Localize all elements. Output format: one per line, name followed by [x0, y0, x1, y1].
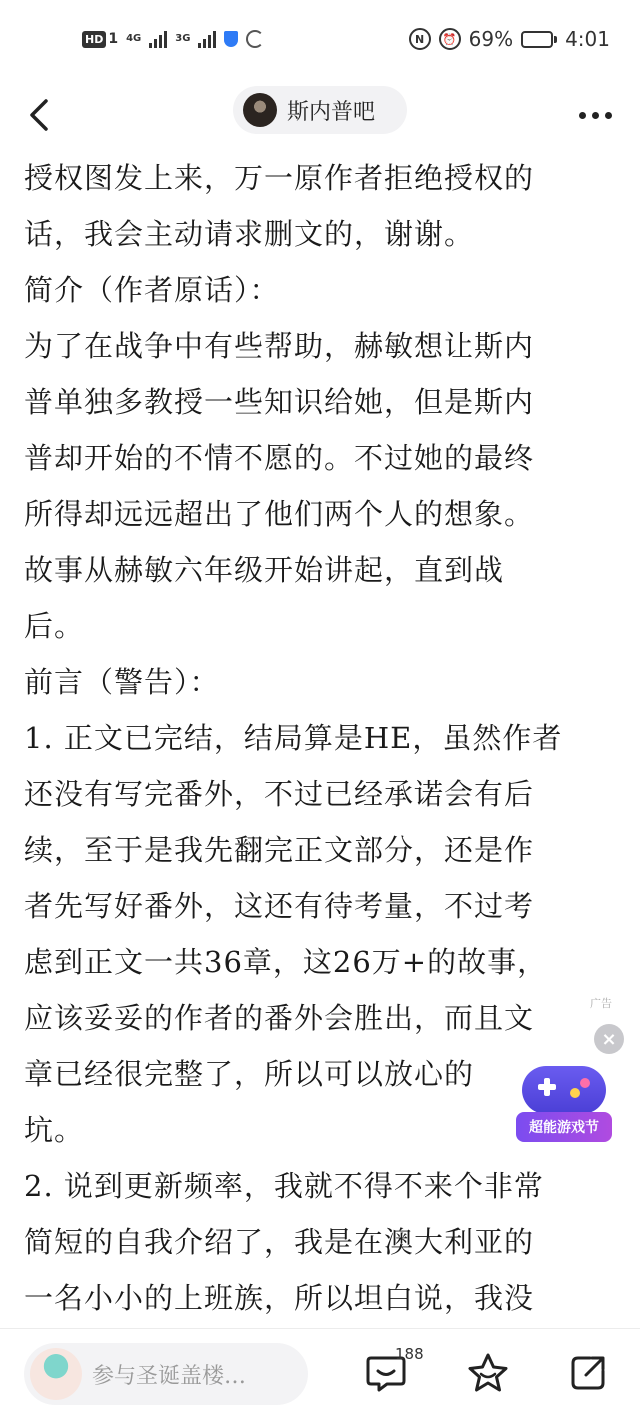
signal-strength-2-icon	[198, 30, 216, 48]
content-line: 所得却远远超出了他们两个人的想象。	[24, 497, 535, 531]
ad-banner-text: 超能游戏节	[516, 1112, 612, 1142]
network-type-1: 4G	[126, 33, 142, 44]
status-right	[409, 27, 610, 51]
content-line: 授权图发上来，万一原作者拒绝授权的	[24, 161, 535, 195]
signal-strength-icon	[149, 30, 167, 48]
post-content	[0, 152, 640, 1328]
status-bar	[0, 0, 640, 78]
more-options-icon[interactable]	[579, 112, 612, 119]
nfc-icon: N	[409, 28, 431, 50]
favorite-star-icon[interactable]	[466, 1351, 510, 1395]
battery-percent: 69%	[468, 27, 514, 51]
content-line: 2. 说到更新频率，我就不得不来个非常	[24, 1169, 544, 1203]
reply-placeholder: 参与圣诞盖楼…	[92, 1363, 247, 1389]
forum-name: 斯内普吧	[287, 99, 376, 125]
content-line: 应该妥妥的作者的番外会胜出，而且文	[24, 1001, 535, 1035]
gamepad-icon	[522, 1066, 606, 1114]
game-festival-ad[interactable]	[516, 1060, 612, 1144]
content-line: 虑到正文一共36章，这26万+的故事，	[24, 945, 548, 979]
reply-input[interactable]	[24, 1343, 308, 1405]
content-line: 普单独多教授一些知识给她，但是斯内	[24, 385, 535, 419]
alarm-clock-icon: ⏰	[439, 28, 461, 50]
content-line: 简介（作者原话）：	[24, 273, 280, 307]
content-line: 1. 正文已完结，结局算是HE，虽然作者	[24, 721, 563, 755]
loading-ring-icon	[246, 30, 264, 48]
battery-icon	[521, 31, 557, 48]
comment-count: 188	[395, 1345, 424, 1363]
content-line: 一名小小的上班族，所以坦白说，我没	[24, 1281, 535, 1315]
content-line: 还没有写完番外，不过已经承诺会有后	[24, 777, 535, 811]
content-line: 者先写好番外，这还有待考量，不过考	[24, 889, 535, 923]
nav-bar	[0, 78, 640, 152]
content-line: 简短的自我介绍了，我是在澳大利亚的	[24, 1225, 535, 1259]
forum-avatar	[243, 93, 277, 127]
content-line: 故事从赫敏六年级开始讲起，直到战	[24, 553, 505, 587]
content-line: 普却开始的不情不愿的。不过她的最终	[24, 441, 535, 475]
share-icon[interactable]	[566, 1351, 610, 1395]
shield-icon	[224, 31, 238, 47]
content-line: 为了在战争中有些帮助，赫敏想让斯内	[24, 329, 535, 363]
hd-badge: HD	[82, 31, 106, 48]
content-line: 续，至于是我先翻完正文部分，还是作	[24, 833, 535, 867]
status-left	[82, 30, 264, 48]
content-line: 章已经很完整了，所以可以放心的	[24, 1057, 475, 1091]
user-avatar	[30, 1348, 82, 1400]
content-line: 坑。	[24, 1113, 85, 1147]
content-line: 话，我会主动请求删文的，谢谢。	[24, 217, 475, 251]
back-arrow-icon[interactable]	[28, 100, 58, 130]
bottom-bar	[0, 1328, 640, 1422]
forum-pill[interactable]	[233, 86, 407, 134]
content-line: 前言（警告）：	[24, 665, 220, 699]
ad-close-button[interactable]: ×	[594, 1024, 624, 1054]
clock-time: 4:01	[565, 27, 610, 51]
ad-label: 广告	[590, 997, 612, 1010]
content-line: 后。	[24, 609, 85, 643]
sim-slot-label: 1	[108, 31, 119, 47]
network-type-2: 3G	[175, 33, 191, 44]
